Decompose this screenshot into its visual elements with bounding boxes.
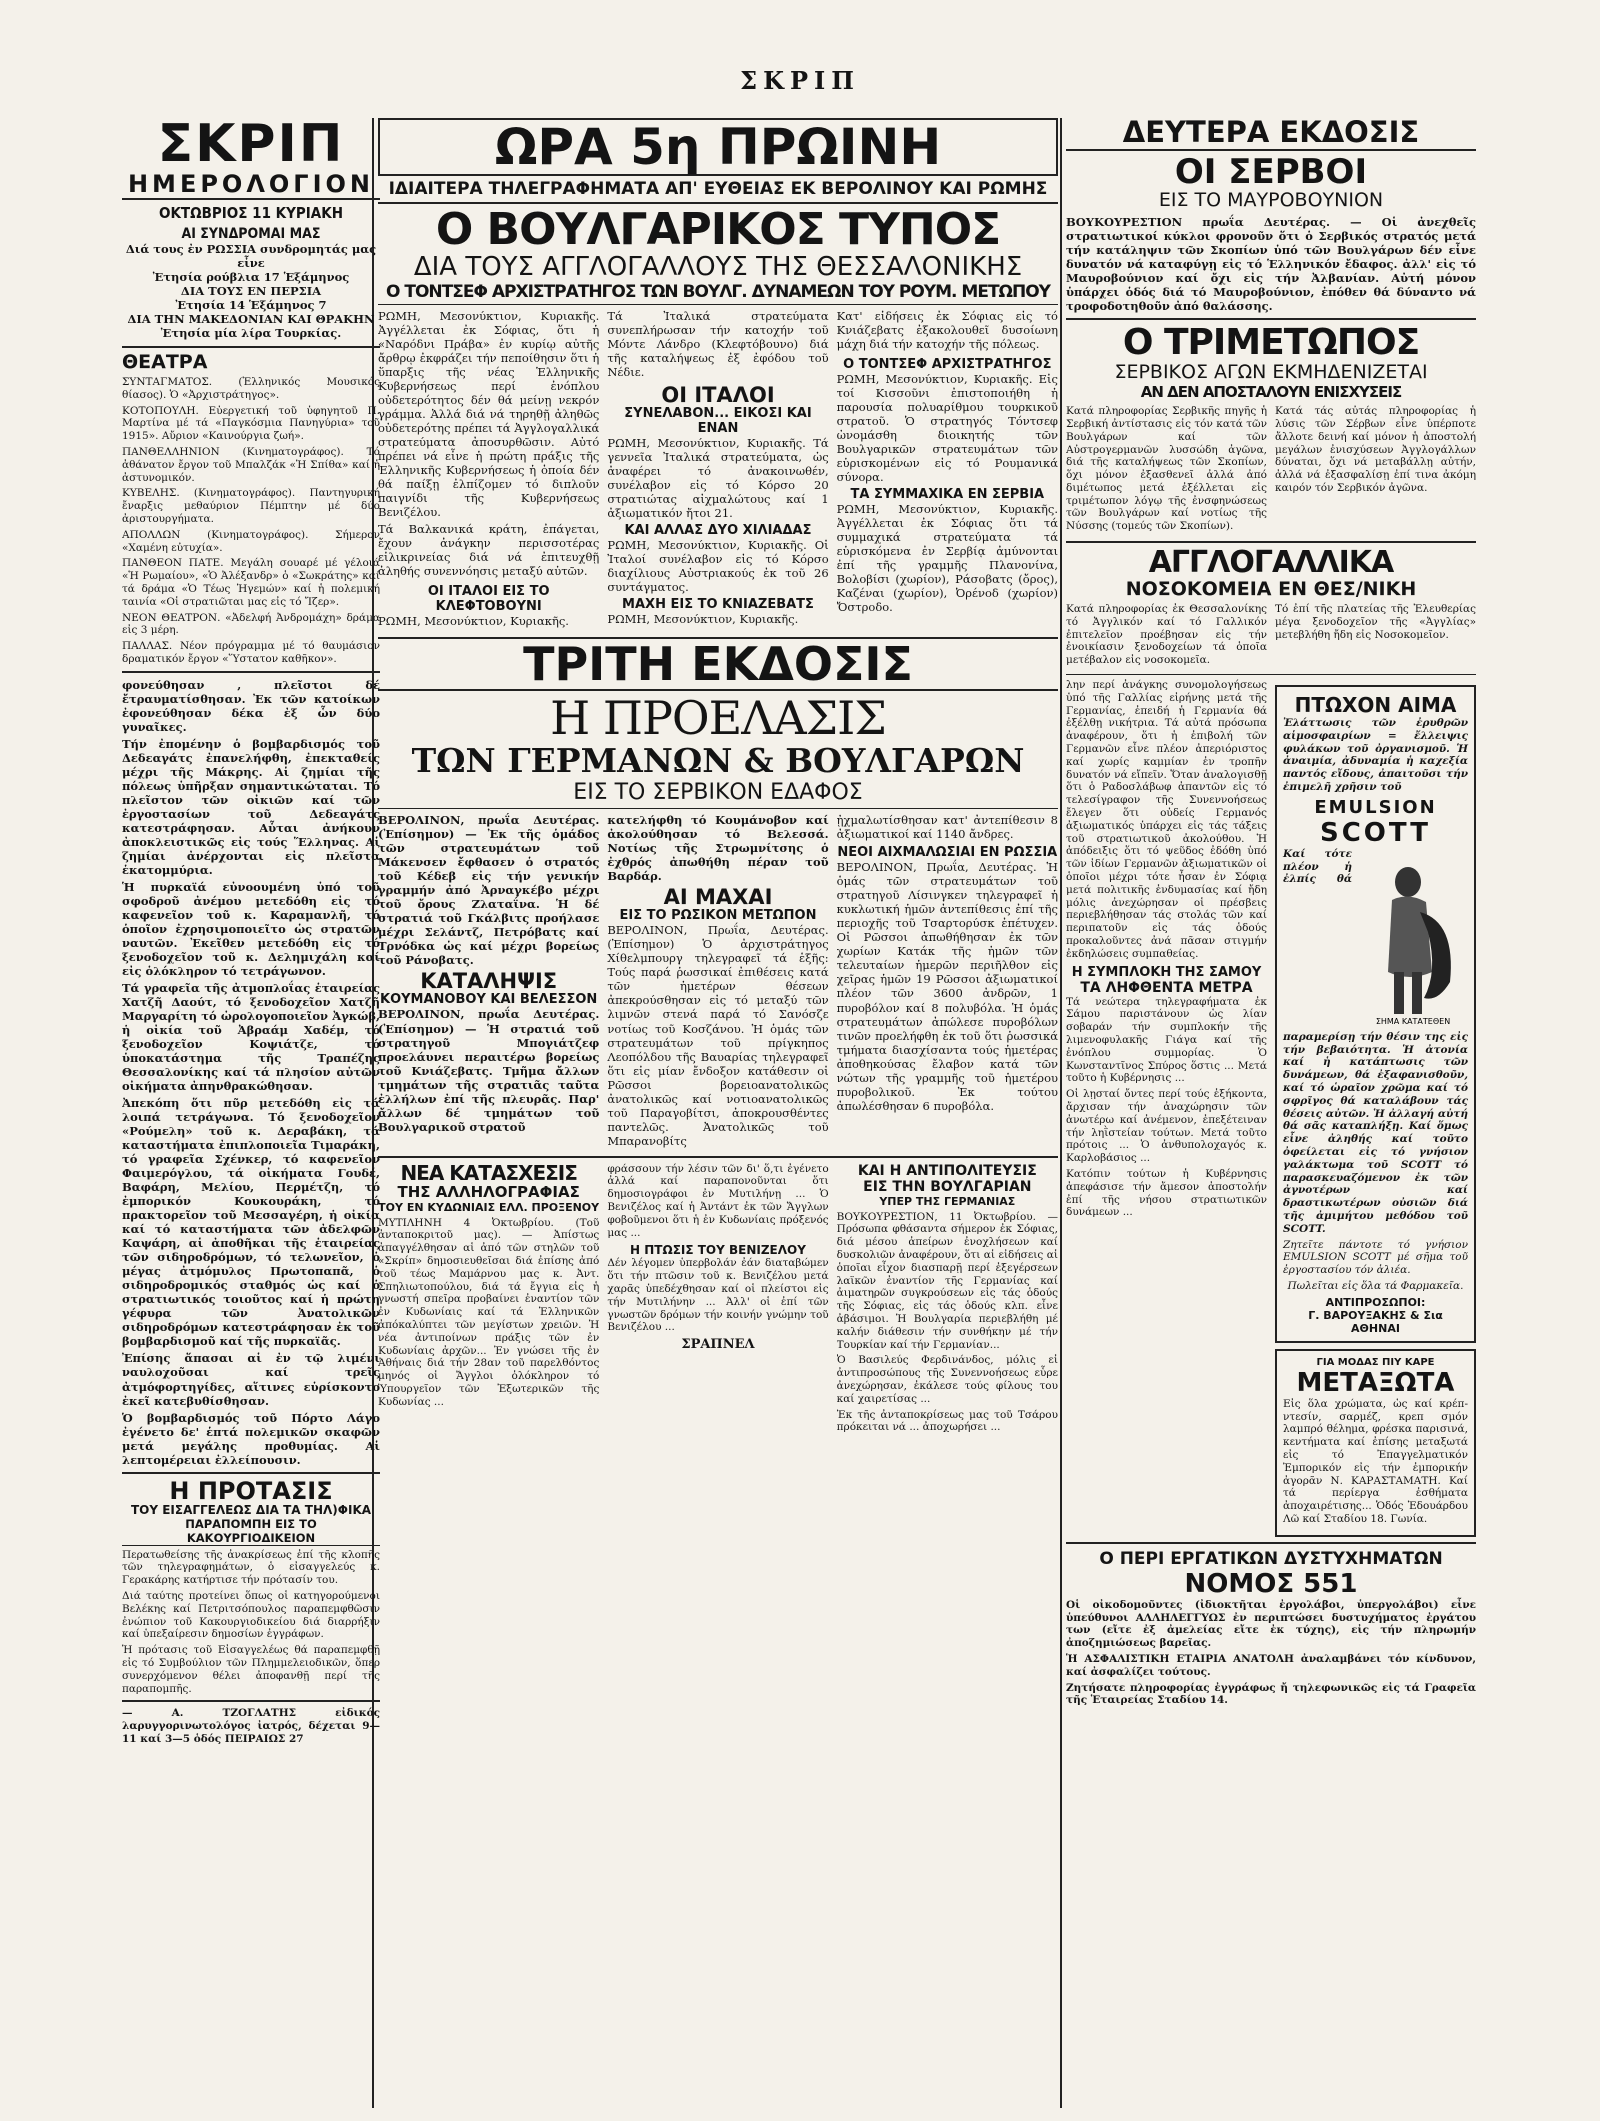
advert-text: Καί τότε πλέον ἡ ἐλπίς θά παραμερίσῃ τήν θέσιν της εἰς τήν βεβαιότητα. Ἡ ἀτονία καί ἡ κατάπτωσις τῶν δυνάμεων, θά ἐξαφανισθοῦν, καί τό ὡραῖον χρῶμα καί τό σφρῖγος θά καταλάβουν τάς θέσεις αὐτῶν. Ἡ ἀλλαγή αὐτή θά σᾶς καταπλήξῃ. Καί ὅμως εἶνε ἀληθής καί τοῦτο ὀφείλεται εἰς τό γνήσιον γαλάκτωμα τοῦ SCOTT τό παρασκευαζόμενον ἐκ τῶν ἀγνοτέρων καί δραστικωτέρων οὐσιῶν διά τῆς ἀμιμήτου μεθόδου τοῦ SCOTT.	[1283, 847, 1468, 1235]
advert-text: Οἱ οἰκοδομοῦντες (ἰδιοκτῆται ἐργολάβοι, ὑπεργολάβοι) εἶνε ὑπεύθυνοι ΑΛΛΗΛΕΓΓΥΩΣ ἐν περιπτώσει δυστυχήματος ἐργάτου των (εἴτε ἐξ ἀμελείας εἴτε ἐκ τύχης), εἰς τήν πληρωμήν ἀποζημιώσεως βαρεῖας.	[1066, 1598, 1476, 1650]
subscription-line: Ἐτησία 14 Ἑξάμηνος 7	[175, 298, 327, 312]
advert-agency-label: ΑΝΤΙΠΡΟΣΩΠΟΙ:	[1325, 1295, 1426, 1309]
article-paragraph: ΡΩΜΗ, Μεσονύκτιον, Κυριακῆς. Εἰς τοί Κισσοῦνι ἐπιστοποιήθη ἡ παρουσία πολυαρίθμου τουρκικοῦ στρατοῦ. Ὁ στρατηγός Τόντσεφ ὠνομάσθη διοικητής τῶν Βουλγαρικῶν στρατευμάτων τῶν εὑρισκομένων εἰς τό Ρουμανικά σύνορα.	[836, 372, 1058, 485]
article-paragraph: Τό ἐπί τῆς πλατείας τῆς Ἐλευθερίας μέγα ξενοδοχεῖον τῆς «Ἀγγλίας» μετεβλήθη ἤδη εἰς Νοσοκομεῖον.	[1275, 603, 1476, 641]
story-subtitle-2: ΑΝ ΔΕΝ ΑΠΟΣΤΑΛΟΥΝ ΕΝΙΣΧΥΣΕΙΣ	[1140, 383, 1402, 402]
edition-banner: ΤΡΙΤΗ ΕΚΔΟΣΙΣ	[378, 637, 1058, 691]
article-paragraph: ΡΩΜΗ, Μεσονύκτιον, Κυριακῆς.	[378, 614, 569, 629]
theatres-heading: ΘΕΑΤΡΑ	[122, 346, 380, 373]
article-paragraph: Τήν ἐπομένην ὁ βομβαρδισμός τοῦ Δεδεαγάτς ἐπανελήφθη, ἐπεκταθείς μέχρι τῆς Μάκρης. Αἱ ζημίαι τῆς πόλεως ὑπῆρξαν σημαντικώταται. Τό πλεῖστον τῶν οἰκιῶν καί τῶν ἐργοστασίων τοῦ Δεδεαγάτς κατεστράφησαν. Αὗται ἀνήκουν ἀποκλειστικῶς εἰς τούς Ἕλληνας. Αἱ ζημίαι ἀνέρχονται εἰς πλεῖστα ἑκατομμύρια.	[122, 736, 380, 877]
story-subtitle: ΤΩΝ ΓΕΡΜΑΝΩΝ & ΒΟΥΛΓΑΡΩΝ	[411, 741, 1025, 781]
story-title: Ο ΒΟΥΛΓΑΡΙΚΟΣ ΤΥΠΟΣ	[435, 204, 1001, 255]
article-paragraph: Τά νεώτερα τηλεγραφήματα ἐκ Σάμου παριστάνουν ὡς λίαν σοβαράν τήν συμπλοκήν τῆς λιμενοφυλακῆς Γιάγα καί τῆς ἐνόπλου συμμορίας. Ὁ Κωνσταντῖνος Σπύρος ὅστις ... Μετά τοῦτο ἡ Κυβέρνησις ...	[1066, 995, 1267, 1085]
section-subheading: ΚΟΥΜΑΝΟΒΟΥ ΚΑΙ ΒΕΛΕΣΣΟΝ	[380, 992, 598, 1008]
advert-text: Ἐλάττωσις τῶν ἐρυθρῶν αἱμοσφαιρίων = ἔλλειψις φυλάκων τοῦ ὀργανισμοῦ. Ἡ ἀναιμία, ἀδυναμία ἡ καχεξία παντός εἴδους, ἀπαιτοῦσι τήν ἐπιμελῆ χρῆσιν τοῦ	[1283, 717, 1468, 794]
theatre-item: ΠΑΝΘΕΟΝ ΠΑΤΕ. Μεγάλη σουαρέ μέ γέλοιά «Ἡ Ρωμαίου», «Ὁ Ἀλέξανδρ» ὁ «Σωκράτης» καί τά δράμα «Ὁ Τέως Ἡγεμών» καί ἡ πολεμική ταινία «Οἱ στρατιῶται μας εἰς τό Ἴζερ».	[122, 557, 380, 608]
brand-name: EMULSION	[1314, 796, 1437, 818]
article-paragraph: ΒΟΥΚΟΥΡΕΣΤΙΟΝ πρωΐα Δευτέρας. — Οἱ ἀνεχθεῖς στρατιωτικοί κύκλοι φρονοῦν ὅτι ὁ Σερβικός στρατός μετά τήν κατάληψιν τῶν Σκοπίων ὑπό τῶν Βουλγάρων δέν εἶνε δυνατόν νά καταφύγῃ εἰς τό Ἑλληνικόν ἔδαφος. ἀλλ' εἰς τό Μαυροβούνιον καί ὄχι εἰς τήν Ἀλβανίαν. Αὐτή μόνον ὑπάρχει ὁδός διά τό Μαυροβούνιον, ἐπόθεν θά δύναντο νά τροφοδοτηθοῦν ἀπό θαλάσσης.	[1066, 215, 1476, 314]
theatre-item: ΣΥΝΤΑΓΜΑΤΟΣ. (Ἑλληνικός Μουσικός θίασος). Ὁ «Ἀρχιστράτηγος».	[122, 376, 380, 401]
right-column	[1066, 118, 1476, 1710]
left-column	[122, 118, 380, 1749]
section-subheading: ΣΥΝΕΛΑΒΟΝ... ΕΙΚΟΣΙ ΚΑΙ ΕΝΑΝ	[624, 406, 812, 437]
theatres-listing	[122, 376, 380, 666]
section-heading: ΚΑΤΑΛΗΨΙΣ	[420, 969, 558, 994]
advert-heading: Ο ΠΕΡΙ ΕΡΓΑΤΙΚΩΝ ΔΥΣΤΥΧΗΜΑΤΩΝ	[1099, 1548, 1443, 1569]
article-paragraph: φονεύθησαν , πλεῖστοι δέ ἔτραυματίσθησαν. Ἐκ τῶν κατοίκων ἐφονεύθησαν δέκα ἐξ ὧν δύο γυναῖκες.	[122, 677, 380, 734]
article-paragraph: Διά ταύτης προτείνει ὅπως οἱ κατηγορούμενοι Βελέκης καί Πετριτσόπουλος παραπεμφθῶσιν ἐνώπιον τοῦ Κακουργιοδικείου διά διαρρήξιν καί ὑπεξαίρεσιν δημοσίων ἐγγράφων.	[122, 1589, 380, 1641]
edition-banner: ΔΕΥΤΕΡΑ ΕΚΔΟΣΙΣ	[1066, 118, 1476, 151]
running-head: ΣΚΡΙΠ	[740, 66, 860, 95]
emulsion-scott-advert	[1275, 685, 1476, 1343]
article-paragraph: ΡΩΜΗ, Μεσονύκτιον, Κυριακῆς.	[607, 612, 799, 627]
article-paragraph: Κατόπιν τούτων ἡ Κυβέρνησις ἀπεφάσισε τήν ἄμεσον ἀποστολήν ἐπί τῆς νήσου στρατιωτικῶν δυνάμεων ...	[1066, 1167, 1267, 1219]
article-paragraph: Κατά πληροφορίας ἐκ Θεσσαλονίκης τό Ἀγγλικόν καί τό Γαλλικόν ἐπιτελεῖον προέβησαν εἰς τήν ἐνοικίασιν ξενοδοχείων τά ὁποῖα μετέβαλον εἰς νοσοκομεῖα.	[1066, 603, 1267, 667]
article-paragraph: Τά γραφεῖα τῆς ἀτμοπλοΐας ἑταιρείας Χατζῆ Δαούτ, τό ξενοδοχεῖον Χατζῆ Μαργαρίτη τό ὡρολογοποιεῖον Ἀγκώβ, ἡ οἰκία τοῦ Ἀβραάμ Χαδέμ, τό ξενοδοχεῖον Κοψιάτζε, τό ὑποκατάστημα τῆς Τραπέζης Θεσσαλονίκης καί τά πλησίον αὐτῶν οἰκήματα ἀπηνθρακώθησαν.	[122, 981, 380, 1094]
advert-agents: Γ. ΒΑΡΟΥΞΑΚΗΣ & Σια ΑΘΗΝΑΙ	[1308, 1308, 1443, 1335]
proposal-article	[122, 1549, 380, 1696]
advert-kicker: ΓΙΑ ΜΟΔΑΣ ΠΙΥ ΚΑΡΕ	[1316, 1356, 1435, 1368]
date-line: ΟΚΤΩΒΡΙΟΣ 11 ΚΥΡΙΑΚΗ	[159, 204, 343, 222]
subscriptions-heading: ΑΙ ΣΥΝΔΡΟΜΑΙ ΜΑΣ	[181, 226, 321, 242]
section-heading: ΚΑΙ Η ΑΝΤΙΠΟΛΙΤΕΥΣΙΣ	[857, 1162, 1037, 1179]
section-subheading-2: ΥΠΕΡ ΤΗΣ ΓΕΡΜΑΝΙΑΣ	[879, 1194, 1016, 1208]
theatre-item: ΝΕΟΝ ΘΕΑΤΡΟΝ. «Ἀδελφή Ἀνδρομάχη» δράμα εἰς 3 μέρη.	[122, 611, 380, 637]
story-subtitle: ΣΕΡΒΙΚΟΣ ΑΓΩΝ ΕΚΜΗΔΕΝΙΖΕΤΑΙ	[1114, 361, 1428, 384]
article-paragraph: Κατ' εἰδήσεις ἐκ Σόφιας εἰς τό Κνιάζεβατς ἐξακολουθεῖ δυσοίωνη μάχη διά τήν κατοχήν τῆς πόλεως.	[836, 309, 1058, 352]
story-subtitle: ΝΟΣΟΚΟΜΕΙΑ ΕΝ ΘΕΣ/ΝΙΚΗ	[1125, 578, 1417, 601]
article-paragraph: ᾐχμαλωτίσθησαν κατ' ἀντεπίθεσιν 8 ἀξιωματικοί καί 1140 ἄνδρες.	[836, 813, 1058, 842]
article-paragraph: ΒΕΡΟΛΙΝΟΝ, Πρωΐα, Δευτέρας. (Ἐπίσημον) Ὁ ἀρχιστράτηγος Χίθελμπουργ τηλεγραφεῖ τά ἑξῆς: Τούς παρά ῥωσσικαί ἐπιθέσεις κατά τῶν ἡμετέρων θέσεων ἀπεκρούσθησαν εἰς τό μεταξύ τῶν λιμνῶν στενά παρά τό Σανόσζε νοτίως τοῦ Κοσζάνου. Ἡ ὁμάς τῶν στρατευμάτων τοῦ πρίγκηπος Λεοπόλδου τῆς Βαυαρίας τηλεγραφεῖ ὅτι εἰς μίαν ἔνδοξον κατάθεσιν οἱ Ρῶσσοι βορειοανατολικῶς ἀνατολικῶς καί νοτιοανατολικῶς τοῦ Παραγοβίτσι, ἀποκρουσθέντες παντελῶς. Ἀνατολικῶς τοῦ Μπαρανοβίτς	[607, 923, 829, 1148]
article-paragraph: Οἱ λῃσταί ὄντες περί τούς ἑξήκοντα, ἄρχισαν τήν ἀναχώρησιν τῶν ἀνωτέρω καί ἀνέμενον, ἐπεξέτειναν τήν ληῒστείαν τούτων. Μετά τοῦτο πρότοις ... Ὁ ἀνθυπολοχαγός κ. Καρλοβάσιος ...	[1066, 1088, 1267, 1165]
article-paragraph: Ἀπεκόπη ὅτι πῦρ μετεδόθη εἰς τά λοιπά τετράγωνα. Τό ξενοδοχεῖον «Ρούμελη» τοῦ κ. Δεραβάκη, τά καταστήματα ἐπιπλοποιεῖα Τιμαράκη, τό γραφεῖα Σχένκερ, τό καφενεῖον Φαιμερόγλου, τά οἰκήματα Γουδέ, Βαφάρη, Μελίου, Περμέτζη, τό ἐμπορικόν Κουκουράκη, τό πρακτορεῖον τοῦ Μεσσαγέρη, ἡ οἰκία καί τό καταστήματα τῶν ἀδελφῶν Καψάρη, αἱ ἀποθῆκαι τῆς ἑταιρείας τῶν σιδηροδρόμων, τό τελωνεῖον, ὁ μέγας ἀτμόμυλος Πρωτοπαπᾶ, ὁ σιδηροδρομικός σταθμός ὡς καί ὁ στρατιωτικός τοιοῦτος καί ἡ πρώτη γέφυρα τῶν Ἀνατολικῶν σιδηροδρόμων κατεστράφησαν ἐκ τοῦ βομβαρδισμοῦ καί τῆς πυρκαϊᾶς.	[122, 1096, 380, 1349]
silk-advert	[1275, 1349, 1476, 1537]
section-heading: ΟΙ ΙΤΑΛΟΙ ΕΙΣ ΤΟ ΚΛΕΦΤΟΒΟΥΝΙ	[427, 584, 550, 615]
article-paragraph: ΡΩΜΗ, Μεσονύκτιον, Κυριακῆς. Ἀγγέλλεται ἐκ Σόφιας ὅτι τά συμμαχικά στρατεύματα τά εὑρισκόμενα ἐν Σερβίᾳ ἀμύνονται ἐπί τῆς γραμμῆς Πλανονίνα, Βολοβίσι (χωρίον), Ράσοβατς (ὄρος), Καζέναι (χωρίον), Ὀρένοδ (χωρίον) Ὄστροδο.	[836, 502, 1058, 615]
article-paragraph: ΒΕΡΟΛΙΝΟΝ, πρωΐα Δευτέρας. (Ἐπίσημον) — Ἐκ τῆς ὁμάδος τῶν στρατευμάτων τοῦ Μάκενσεν ἔφθασεν ὁ στρατός τοῦ Κέδεβ εἰς τήν γενικήν γραμμήν ἀπό Ἀρναγκέβο μέχρι τοῦ ὄρους Ζλαταΐνα. Ἡ δέ στρατιά τοῦ Γκάλβιτς προήλασε μέχρι Σελάντζ, Πετρόβατς καί Τρνόδκα ὡς καί μέχρι βορείως τοῦ Ράνοβατς.	[378, 813, 600, 968]
section-heading: ΝΕΑ ΚΑΤΑΣΧΕΣΙΣ	[400, 1162, 577, 1185]
article-paragraph: ΡΩΜΗ, Μεσονύκτιον, Κυριακῆς. Οἱ Ἰταλοί συνέλαβον εἰς τό Κόρσο διαχίλιους Αὐστριακούς ἐκ τοῦ 26 συντάγματος.	[607, 538, 829, 595]
doctor-advert: — Α. ΤΖΟΓΛΑΤΗΣ εἰδικός λαρυγγορινωτολόγος ἰατρός, δέχεται 9—11 καί 3—5 ὁδός ΠΕΙΡΑΙΩΣ 27	[122, 1707, 380, 1745]
section-heading: ΑΙ ΜΑΧΑΙ	[663, 885, 773, 910]
article-paragraph: Κατά τάς αὐτάς πληροφορίας ἡ λύσις τῶν Σέρβων εἶνε ὑπέρποτε ἄλλοτε δεινή καί μόνον ἡ ἀποστολή μεγάλων ἐνισχύσεων Ἀγγλογάλλων δύναται, ὅχι νά μεταβάλλῃ αὐτήν, ἀλλά νά ἐξασφαλίσῃ ἐπί τινα ἀκόμη καιρόν τόν Σερβικόν ἀγῶνα.	[1275, 405, 1476, 494]
section-subheading-2: ΤΟΥ ΕΝ ΚΥΔΩΝΙΑΙΣ ΕΛΛ. ΠΡΟΞΕΝΟΥ	[378, 1200, 600, 1214]
article-paragraph: Τά Ἰταλικά στρατεύματα συνεπλήρωσαν τήν κατοχήν τοῦ Μόντε Λάνδρο (Κλεφτόβουνο) διά τῆς καταλήψεως ἐξ ἐφόδου τοῦ Νέδιε.	[607, 309, 829, 380]
story-title: ΑΓΓΛΟΓΑΛΛΙΚΑ	[1148, 545, 1394, 581]
article-paragraph: Κατά πληροφορίας Σερβικῆς πηγῆς ἡ Σερβική ἀντίστασις εἰς τόν κατά τῶν Βουλγάρων καί τῶν Αὐστρογερμανῶν λυσσώδη ἀγῶνα, διά τῆς καταλήψεως τῶν Σκοπίων, ὅχι μόνον ἐξασθενεῖ ἀλλά ἀπό διμέτωπος μετά ἐξέλλεται εἰς τριμέτωπον λόγῳ τῆς ἐνσφηνώσεως τῶν Βουλγάρων καί νοτίως τῆς Νύσσης (τομεύς τῶν Σκοπίων).	[1066, 405, 1267, 533]
article-paragraph: φράσσουν τήν λέσιν τῶν δι' ὅ,τι ἐγένετο ἀλλά καί παραπονοῦνται ὅτι δημοσιογράφοι ἐν Μυτιλήνῃ ... Ὁ Βενιζέλος καί ἡ Ἀντάντ ἐκ τῶν Ἄγγλων φοβοῦμενοι ὅτι ἡ ἐν Κυδωνίαις πρόξενός μας ...	[607, 1162, 829, 1239]
section-heading: ΤΑ ΣΥΜΜΑΧΙΚΑ ΕΝ ΣΕΡΒΙΑ	[850, 487, 1045, 503]
section-heading: Η ΣΥΜΠΛΟΚΗ ΤΗΣ ΣΑΜΟΥ	[1071, 964, 1262, 980]
section-heading: ΟΙ ΙΤΑΛΟΙ	[661, 383, 775, 408]
section-heading: Ο ΤΟΝΤΣΕΦ ΑΡΧΙΣΤΡΑΤΗΓΟΣ	[843, 357, 1052, 373]
story-subtitle: ΕΙΣ ΤΟ ΜΑΥΡΟΒΟΥΝΙΟΝ	[1158, 189, 1384, 211]
section-subheading: ΕΙΣ ΤΟ ΡΩΣΙΚΟΝ ΜΕΤΩΠΟΝ	[619, 908, 817, 924]
section-heading: ΝΕΟΙ ΑΙΧΜΑΛΩΣΙΑΙ ΕΝ ΡΩΣΣΙΑ	[837, 845, 1058, 861]
section-heading: ΚΑΙ ΑΛΛΑΣ ΔΥΟ ΧΙΛΙΑΔΑΣ	[624, 523, 812, 539]
story-title: ΟΙ ΣΕΡΒΟΙ	[1174, 152, 1368, 192]
article-paragraph: ΒΕΡΟΛΙΝΟΝ, Πρωΐα, Δευτέρας. Ἡ ὁμάς τῶν στρατευμάτων τοῦ στρατηγοῦ Λίσινγκεν τηλεγραφεῖ ἡ κυκλωτική ἡμῶν ἀντεπίθεσις ἐπί τῆς περιοχῆς τοῦ Τσαρτορύσκ ἐπέτυχεν. Οἱ Ρῶσσοι ἀπωθήθησαν ἐκ τῶν χωρίων Κατάκ τῆς ἡμῶν τῶν τελευταίων ἡμερῶν περιῆλθον εἰς χεῖρας ἡμῶν 19 Ρῶσσοι ἀξιωματικοί πλέον τῶν 3600 ἀνδρῶν, 1 πυροβόλον καί 8 πολυβόλα. Ἡ ὁμάς στρατευμάτων ἀπώλεσε πυροβόλων τινῶν προελήφθη ἐκ τοῦ ὅτι ῥωσσικά τμήματα διασχίσαντα τούς ἡμετέρας ἀποθηκούσας ἔλαβον κατά τῶν νώτων τῆς γραμμῆς τοῦ ἡμετέρου πυροβολικοῦ. Ἐκ τούτου ἀπωλέσθησαν 6 πυροβόλα.	[836, 860, 1058, 1113]
article-paragraph: κατελήφθη τό Κουμάνοβον καί ἀκολούθησαν τό Βελεσσά. Νοτίως τῆς Στρωμνίτσης ὁ ἐχθρός ἀπωθήθη πέραν τοῦ Βαρδάρ.	[607, 813, 829, 884]
proposal-subheading-2: ΠΑΡΑΠΟΜΠΗ ΕΙΣ ΤΟ ΚΑΚΟΥΡΓΙΟΔΙΚΕΙΟΝ	[122, 1517, 380, 1546]
article-paragraph: Ὁ Βασιλεύς Φερδινάνδος, μόλις εἰ ἀντιπροσώπους τῆς Συνεννοήσεως εὗρε ἀνεχώρησαν, ἐκάλεσε τούς φίλους του καί χαιρετίσας ...	[836, 1354, 1058, 1405]
headline: ΩΡΑ 5η ΠΡΩΙΝΗ	[378, 118, 1058, 176]
subscription-line: ΔΙΑ ΤΟΥΣ ΕΝ ΠΕΡΣΙΑ	[180, 284, 322, 298]
advert-subheading: ΝΟΜΟΣ 551	[1184, 1568, 1358, 1599]
article-paragraph: Τά Βαλκανικά κράτη, ἐπάγεται, ἔχουν ἀνάγκην περισσοτέρας εἰλικρινείας διά νά ἐπιτευχθῇ ἀληθής συνεννόησις μεταξύ αὐτῶν.	[378, 522, 600, 579]
subscription-line: Ἐτησία μία λίρα Τουρκίας.	[160, 326, 342, 340]
section-subheading: ΤΗΣ ΑΛΛΗΛΟΓΡΑΦΙΑΣ	[397, 1182, 580, 1201]
article-paragraph: Ἡ πρότασις τοῦ Εἰσαγγελέως θά παραπεμφθῇ εἰς τό Συμβούλιον τῶν Πλημμελειοδικῶν, ὅπερ συνερχόμενον θέλει ἀποφανθῇ περί τῆς παραπομπῆς.	[122, 1644, 380, 1695]
article-paragraph: λην περί ἀνάγκης συνομολογήσεως ὑπό τῆς Γαλλίας εἰρήνης μετά τῆς Γερμανίας, ἐπειδή ἡ Γερμανία θά ἐξέλθῃ νικήτρια. Τά αὐτά πρόσωπα ἀναφέρουν, ὅτι ἡ ἐπιβολή τῶν Γερμανῶν εἶνε πλέον ἀπεριόριστος καί χωρίς καμμίαν ἐν τροπῆν δυνατόν νά εἴπεῖν. Ὅταν ἀναλογισθῇ ὅτι ὁ Ραδοσλάβωφ ἀπαντῶν εἰς τό τελεσίγραφον τῆς Συνεννοήσεως ἔλεγεν ὅτι οὐδείς Γερμανός ἀξιωματικός ὑπάρχει εἰς τάς τάξεις τοῦ στρατιωτικοῦ ἀκολούθου. Ἡ ἀπόδειξις ὅτι τό ψεῦδος ἐδόθη ὑπό τῶν ἰδίων Γερμανῶν ἀξιωματικῶν οἱ ὁποῖοι μέχρι τότε ἦσαν ἐν Σόφιᾳ μετά πολιτικῆς ἐνδυμασίας καί ἤδη μόλις ἀνεχώρησαν οἱ πρέσβεις περιεβλήθησαν τάς στολάς τῶν καί περιπατοῦν εἰς τάς ὁδούς προκαλοῦντες ἀνά πᾶσαν στιγμήν ἐκδηλώσεις συμπαθείας.	[1066, 679, 1267, 960]
center-column	[378, 118, 1058, 1437]
section-subheading: ΤΑ ΛΗΦΘΕΝΤΑ ΜΕΤΡΑ	[1080, 979, 1253, 996]
brand-name: SCOTT	[1320, 817, 1431, 848]
advert-heading: ΠΤΩΧΟΝ ΑΙΜΑ	[1294, 693, 1457, 718]
story-subtitle-2: Ο ΤΟΝΤΣΕΦ ΑΡΧΙΣΤΡΑΤΗΓΟΣ ΤΩΝ ΒΟΥΛΓ. ΔΥΝΑΜΕΩΝ ΤΟΥ ΡΟΥΜ. ΜΕΤΩΠΟΥ	[378, 282, 1058, 305]
theatre-item: ΚΟΤΟΠΟΥΛΗ. Εὐεργετική τοῦ ὑφηγητοῦ Π. Μαρτίνα μέ τά «Παγκόσμια Πανηγύρια» τοῦ 1915». Αὔριον «Καινούργια ζωή».	[122, 404, 380, 443]
fisherman-trademark-icon	[1358, 852, 1468, 1027]
article-paragraph: Ἐκ τῆς ἀνταποκρίσεως μας τοῦ Τσάρου πρόκειται νά ... ἀποχωρήσει ...	[836, 1408, 1058, 1434]
insurance-advert	[1066, 1599, 1476, 1707]
masthead: ΣΚΡΙΠ	[157, 118, 345, 174]
advert-text: Ζητήσατε πληροφορίας ἐγγράφως ἤ τηλεφωνικῶς εἰς τά Γραφεῖα τῆς Ἑταιρείας Σταδίου 14.	[1066, 1681, 1476, 1707]
advert-text: Πωλεῖται εἰς ὅλα τά Φαρμακεῖα.	[1287, 1279, 1464, 1292]
advert-heading: ΜΕΤΑΞΩΤΑ	[1296, 1367, 1455, 1398]
theatre-item: ΠΑΝΘΕΛΛΗΝΙΟΝ (Κινηματογράφος). Τό ἀθάνατον ἔργον τοῦ Μπαλζάκ «Ἡ Σπίθα» καί ἡ ἀστυνομικόν.	[122, 445, 380, 484]
story-title: Η ΠΡΟΕΛΑΣΙΣ	[550, 691, 886, 746]
subscription-line: ΔΙΑ ΤΗΝ ΜΑΚΕΔΟΝΙΑΝ ΚΑΙ ΘΡΑΚΗΝ	[127, 312, 375, 326]
article-paragraph: Ἐπίσης ἅπασαι αἱ ἐν τῷ λιμένι ναυλοχοῦσαι καί τρεῖς ἀτμόφορτηγίδες, αἵτινες εὑρίσκοντο ἐκεῖ κατεβυθίσθησαν.	[122, 1351, 380, 1408]
article-paragraph: Δέν λέγομεν ὑπερβολάν ἐάν διαταβώμεν ὅτι τήν πτῶσιν τοῦ κ. Βενιζέλου μετά χαρᾶς ὑπεδέχθησαν καί οἱ πλείστοι εἰς τήν Μυτιλήνην ... Ἀλλ' οἱ ἐπί τῶν γνωστῶν δρόμων τήν κοινήν γνώμην τοῦ Βενιζέλου ...	[607, 1257, 829, 1334]
story-subtitle: ΔΙΑ ΤΟΥΣ ΑΓΓΛΟΓΑΛΛΟΥΣ ΤΗΣ ΘΕΣΣΑΛΟΝΙΚΗΣ	[413, 252, 1023, 282]
theatre-item: ΠΑΛΛΑΣ. Νέον πρόγραμμα μέ τό θαυμάσιον δραματικόν ἔργον «Ὕστατον καθῆκον».	[122, 640, 380, 665]
article-paragraph: ΒΕΡΟΛΙΝΟΝ, πρωΐα Δευτέρας. (Ἐπίσημον) — Ἡ στρατιά τοῦ στρατηγοῦ Μπογιάτζεφ προελάυνει περαιτέρω βορείως τοῦ Κνιάζεβατς. Τμῆμα ἄλλων τμημάτων τῆς στρατιᾶς ταῦτα ἐλλήλων ἐπί τῆς πλευρᾶς. Παρ' ἄλλων δέ τμημάτων τοῦ Βουλγαρικοῦ στρατοῦ	[378, 1007, 600, 1134]
subscriptions-block	[122, 242, 380, 340]
subscription-line: Διά τους ἐν ΡΩΣΣΙΑ συνδρομητάς μας εἶνε	[125, 242, 377, 270]
article-paragraph: ΜΥΤΙΛΗΝΗ 4 Ὀκτωβρίου. (Τοῦ ἀνταποκριτοῦ μας). — Ἀπίστως ἀπαγγέλθησαν αἱ ἀπό τῶν στηλῶν τοῦ «Σκρίπ» δημοσιευθεῖσαι διά ἐπίσης ἀπό τοῦ τέως Μαμάρνου μας κ. Ἀντ. Σπηλιωτοπούλου, διά τά ἔγγια εἰς ἡ γνωστή σπεῖρα προβαίνει ἐναντίον τῶν ἐν Κυδωνίαις καί τά Ἑλληνικῶν ἀπόκαλύπτει τῶν μεγίστων χρειῶν. Ἡ νέα ἀντιποίνων πράξις τῶν ἐν Κυδωνίαις ἀρχῶν... Ἐν γνώσει τῆς ἐν Ἀθήναις διά τήν 28αν τοῦ παρελθόντος μηνός οἱ Ἄγγλοι ὁλόκληρον τό Ὑπουργεῖον τῶν Ἐξωτερικῶν τῆς Κυδωνίας ...	[378, 1216, 600, 1408]
section-heading: ΜΑΧΗ ΕΙΣ ΤΟ ΚΝΙΑΖΕΒΑΤΣ	[622, 597, 814, 613]
story-title: Ο ΤΡΙΜΕΤΩΠΟΣ	[1122, 322, 1420, 364]
signature: ΣΡΑΠΝΕΛ	[681, 1337, 755, 1353]
column-divider	[1060, 118, 1062, 2108]
advert-text: Ζητεῖτε πάντοτε τό γνήσιον EMULSION SCOTT μέ σῆμα τοῦ ἐργοστασίου τόν ἁλιέα.	[1283, 1238, 1468, 1277]
bombardment-article	[122, 678, 380, 1467]
advert-text: Εἰς ὅλα χρώματα, ὡς καί κρέπ-ντεσίν, σαρμέζ, κρεπ σμόν λαμπρό θέλημα, φρέσκα παρισινά, κεντήματα καί ἐπίσης μεταξωτά εἰς τό Ἐπαγγελματικόν Ἐμπορικόν εἰς τήν ἐμπορικήν ἀγορᾶν Ν. ΚΑΡΑΣΤΑΜΑΤΗ. Καί τά περίεργα ἐσθήματα ἀποχαιρέτισης... Ὁδός Ἐδουάρδου Λῶ καί Σταδίου 18. Γωνία.	[1283, 1397, 1468, 1525]
proposal-subheading: ΤΟΥ ΕΙΣΑΓΓΕΛΕΩΣ ΔΙΑ ΤΑ ΤΗΛ)ΦΙΚΑ	[130, 1502, 372, 1517]
theatre-item: ΑΠΟΛΛΩΝ (Κινηματογράφος). Σήμερον «Χαμένη εὐτυχία».	[122, 528, 380, 554]
headline-subtitle: ΙΔΙΑΙΤΕΡΑ ΤΗΛΕΓΡΑΦΗΜΑΤΑ ΑΠ' ΕΥΘΕΙΑΣ ΕΚ ΒΕΡΟΛΙΝΟΥ ΚΑΙ ΡΩΜΗΣ	[378, 176, 1058, 204]
section-heading: Η ΠΤΩΣΙΣ ΤΟΥ ΒΕΝΙΖΕΛΟΥ	[630, 1243, 806, 1258]
theatre-item: ΚΥΒΕΛΗΣ. (Κινηματογράφος). Παντηγυρική ἔναρξις μεθαύριον Πέμπτην μέ δύο ἀριστουργήματα.	[122, 487, 380, 525]
advert-text: Ἡ ΑΣΦΑΛΙΣΤΙΚΗ ΕΤΑΙΡΙΑ ΑΝΑΤΟΛΗ ἀναλαμβάνει τόν κίνδυνον, καί ἀσφαλίζει τούτους.	[1066, 1652, 1476, 1678]
trademark-label: ΣΗΜΑ ΚΑΤΑΤΕΘΕΝ	[1375, 1016, 1451, 1026]
article-paragraph: Περατωθείσης τῆς ἀνακρίσεως ἐπί τῆς κλοπῆς τῶν τηλεγραφημάτων, ὁ εἰσαγγελεύς κ. Γερακάρης κατήρτισε τήν πρότασίν του.	[122, 1548, 380, 1587]
article-paragraph: Ἡ πυρκαϊά εὐνοουμένη ὑπό τοῦ σφοδροῦ ἀνέμου μετεδόθη εἰς τό καφενεῖον τοῦ κ. Καραμανλῆ, τό ὁποῖον ἐχρησιμοποιεῖτο ὡς στρατῶν ναυτῶν. Ἐκεῖθεν μετεδόθη εἰς τό ξενοδοχεῖον τοῦ κ. Δελημιχάλη καί εἰς ὁλόκληρον τό τετράγωνον.	[122, 879, 380, 979]
article-paragraph: ΒΟΥΚΟΥΡΕΣΤΙΟΝ, 11 Ὀκτωβρίου. — Πρόσωπα φθάσαντα σήμερον ἐκ Σόφιας, διά μέσου ἀπείρων ἐνοχλήσεων καί δυσκολιῶν ἀναφέρουν, ὅτι αἱ εἰδήσεις αἱ ὁποῖαι εἶχον διασπαρῇ περί ἐξεγέρσεων λαϊκῶν ἐναντίον τῆς Γερμανίας καί ἀιματηρῶν συγκρούσεων εἰς τάς ὁδούς τῆς Σόφιας, εἰς τάς ὁδούς κλπ. εἶνε ἀβάσιμοι. Ἡ Βουλγαρία περιεβλήθη μέ καλήν διάθεσιν τήν συνθήκην μέ τήν Τουρκίαν καί τήν Γερμανίαν...	[836, 1210, 1058, 1351]
subscription-line: Ἐτησία ρούβλια 17 Ἑξάμηνος	[152, 270, 350, 284]
section-subheading: ΕΙΣ ΤΗΝ ΒΟΥΛΓΑΡΙΑΝ	[863, 1178, 1032, 1195]
story-subtitle-2: ΕΙΣ ΤΟ ΣΕΡΒΙΚΟΝ ΕΔΑΦΟΣ	[378, 780, 1058, 809]
masthead-sub: ΗΜΕΡΟΛΟΓΙΟΝ	[122, 170, 380, 200]
proposal-heading: Η ΠΡΟΤΑΣΙΣ	[169, 1476, 333, 1505]
article-paragraph: Ὁ βομβαρδισμός τοῦ Πόρτο Λάγο ἐγένετο δε' ἑπτά πολεμικῶν σκαφῶν μετά μεγάλης προθυμίας. Αἱ λεπτομέρειαι ἐλλείπουσιν.	[122, 1410, 380, 1467]
article-paragraph: ΡΩΜΗ, Μεσονύκτιον, Κυριακῆς. Τά γεννεῖα Ἰταλικά στρατεύματα, ὡς ἀναφέρει τό ἀνακοινωθέν, συνέλαβον εἰς τό Κόρσο 20 στρατιώτας αἰχμαλώτους καί 1 ἀξιωματικόν ἤτοι 21.	[607, 436, 829, 521]
article-paragraph: ΡΩΜΗ, Μεσονύκτιον, Κυριακῆς. Ἀγγέλλεται ἐκ Σόφιας, ὅτι ἡ «Ναρόδνι Πράβα» ἐν κυρίῳ αὐτῆς ἄρθρῳ ἐκφράζει τήν πεποίθησιν ὅτι ἡ ὕπαρξις τῆς νέας Ἑλληνικῆς Κυβερνήσεως περί ἐνόπλου οὐδετερότητος δέν θά μείνῃ νεκρόν γράμμα. Ἀλλά διά νά τηρηθῇ ἀληθῶς οὐδετερότης πρέπει τά Ἀγγλογαλλικά στρατεύματα ἀποσυρθῶσιν. Αὐτό πρέπει νά εἶνε ἡ πρώτη πράξις τῆς Ἑλληνικῆς Κυβερνήσεως ἡ ὁποία δέν θά παίξῃ ἐλπίζομεν τό διπλοῦν παιγνίδι τῆς Κυβερνήσεως Βενιζέλου.	[378, 309, 600, 520]
